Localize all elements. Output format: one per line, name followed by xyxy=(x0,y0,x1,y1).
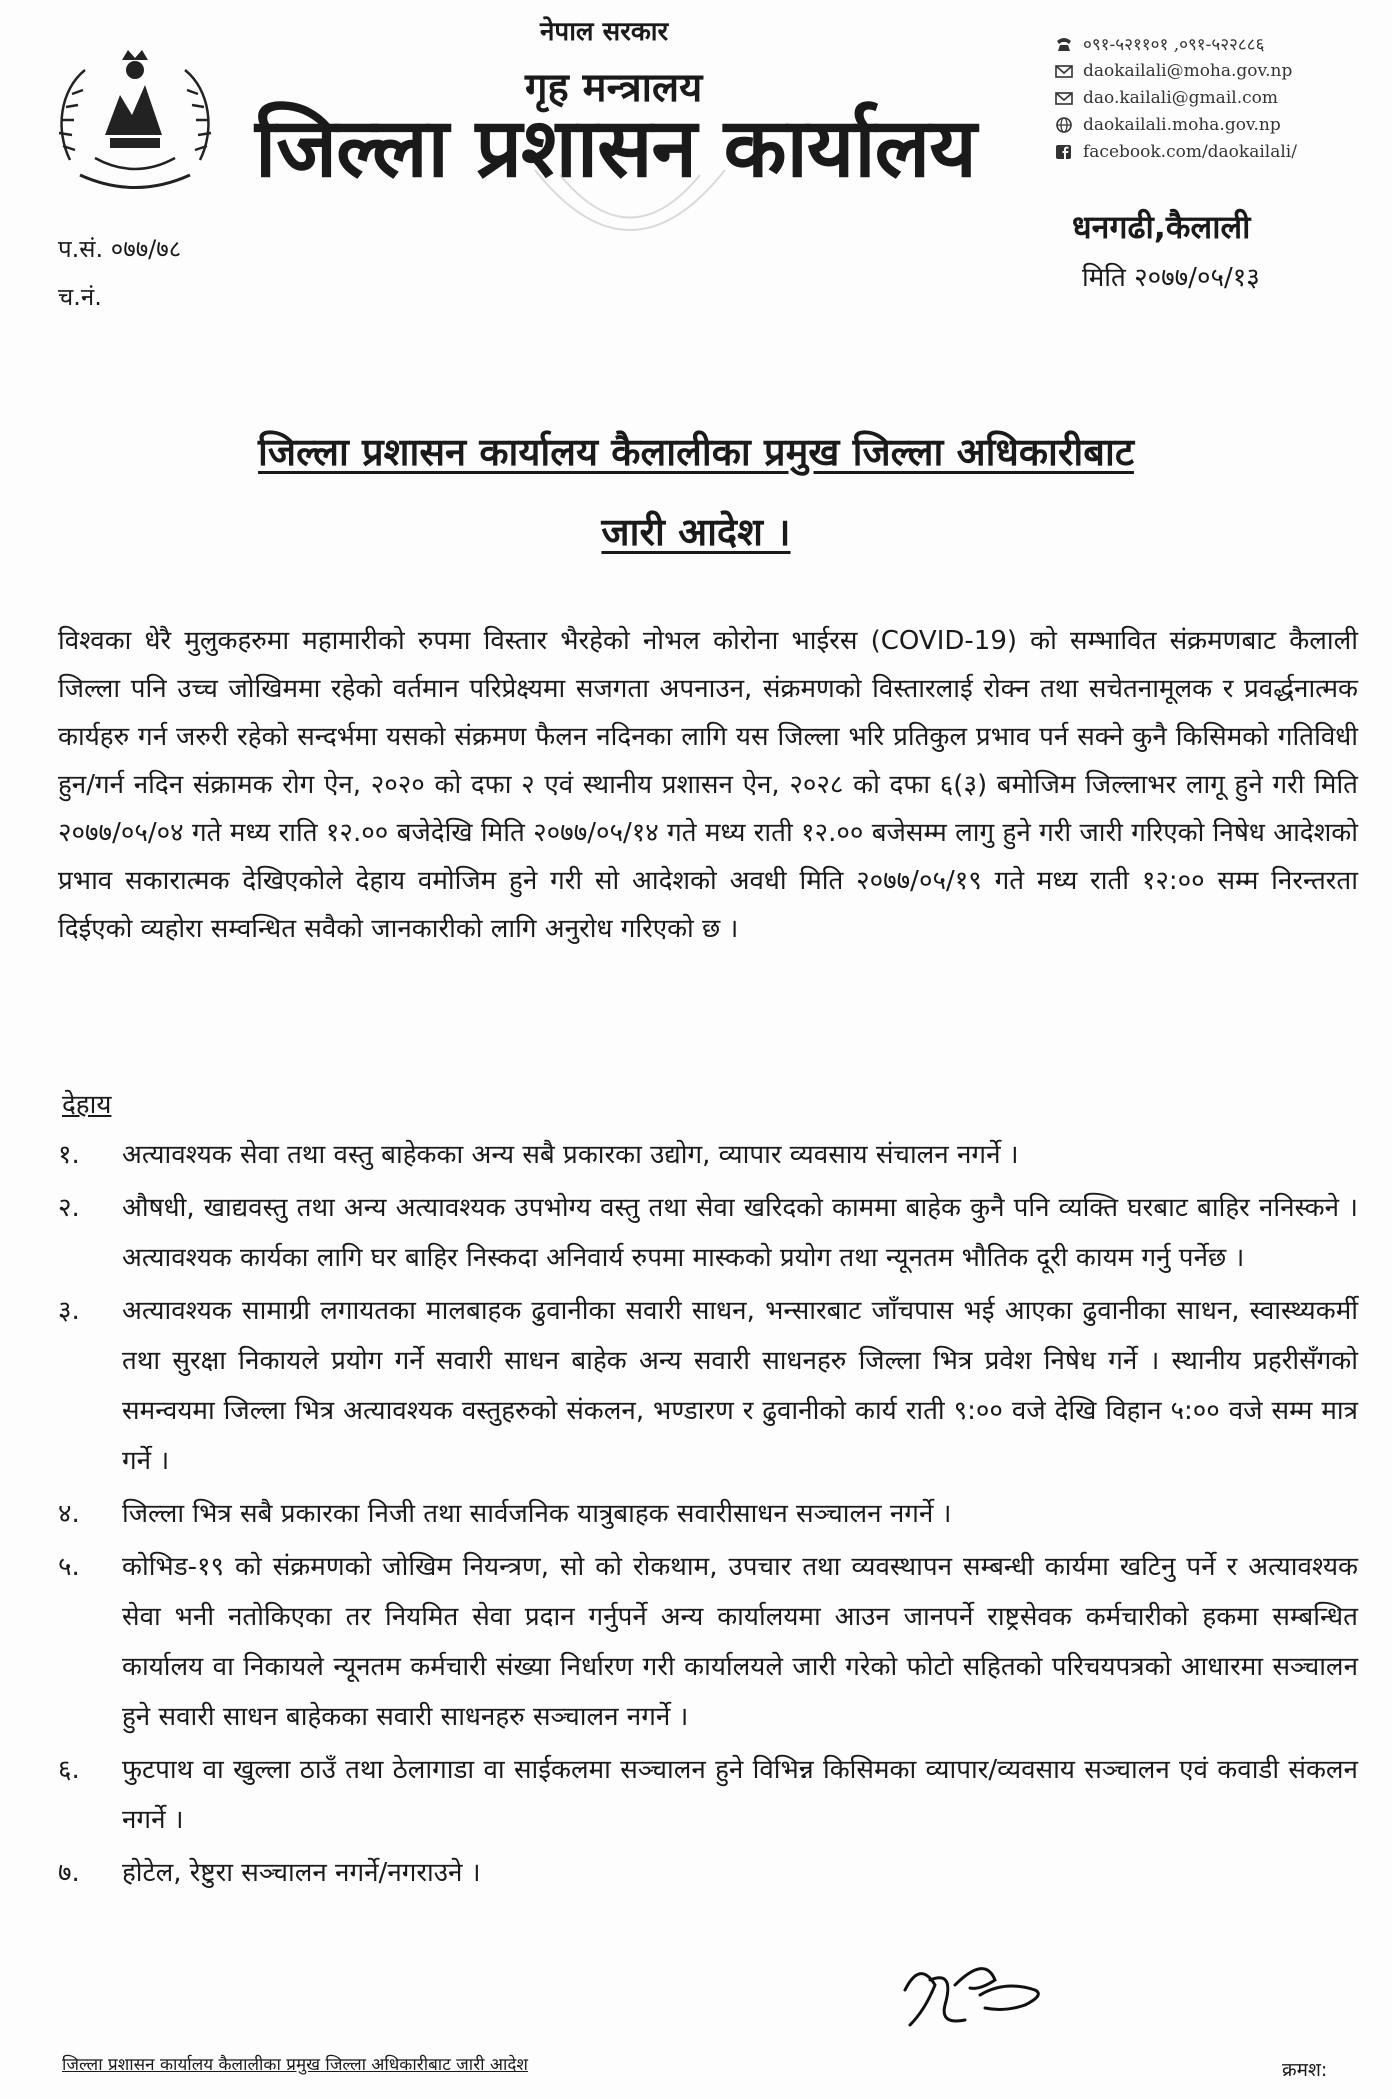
document-title-line-2: जारी आदेश । xyxy=(601,510,791,554)
orders-list xyxy=(58,1130,1358,1901)
order-item xyxy=(58,1848,1358,1898)
facebook-icon xyxy=(1055,144,1073,160)
order-text: कोभिड-१९ को संक्रमणको जोखिम नियन्त्रण, सो को रोकथाम, उपचार तथा व्यवस्थापन सम्बन्धी कार्यमा खटिनु पर्ने र अत्यावश्यक सेवा भनी नतोकिएका तर नियमित सेवा प्रदान गर्नुपर्ने अन्य कार्यालयमा आउन जानपर्ने राष्ट्रसेवक कर्मचारीको हकमा सम्बन्धित कार्यालय वा निकायले न्यूनतम कर्मचारी संख्या निर्धारण गरी कार्यालयले जारी गरेको फोटो सहितको परिचयपत्रको आधारमा सञ्चालन हुने सवारी साधन बाहेकका सवारी साधनहरु सञ्चालन नगर्ने । xyxy=(122,1552,1358,1732)
contact-website-text: daokailali.moha.gov.np xyxy=(1083,114,1281,135)
order-item xyxy=(58,1745,1358,1845)
order-item xyxy=(58,1183,1358,1283)
reference-block xyxy=(58,225,181,321)
ministry-name: गृह मन्त्रालय xyxy=(525,65,703,111)
order-item xyxy=(58,1286,1358,1486)
order-number: ७. xyxy=(58,1858,80,1888)
order-item xyxy=(58,1489,1358,1539)
email-icon xyxy=(1055,63,1073,79)
email-icon xyxy=(1055,90,1073,106)
section-label-dehay: देहाय xyxy=(62,1090,112,1120)
order-item xyxy=(58,1130,1358,1180)
contact-facebook xyxy=(1055,138,1385,165)
contact-email-2 xyxy=(1055,84,1385,111)
contact-email-1 xyxy=(1055,57,1385,84)
contact-email-2-text: dao.kailali@gmail.com xyxy=(1083,87,1278,108)
order-text: अत्यावश्यक सेवा तथा वस्तु बाहेकका अन्य सबै प्रकारका उद्योग, व्यापार व्यवसाय संचालन नगर्ने । xyxy=(122,1140,1019,1170)
footer-note: जिल्ला प्रशासन कार्यालय कैलालीका प्रमुख जिल्ला अधिकारीबाट जारी आदेश xyxy=(62,2055,528,2075)
contact-phone xyxy=(1055,30,1385,57)
order-text: होटेल, रेष्टुरा सञ्चालन नगर्ने/नगराउने । xyxy=(122,1858,481,1888)
order-number: ४. xyxy=(58,1499,80,1529)
intro-paragraph: विश्वका धेरै मुलुकहरुमा महामारीको रुपमा विस्तार भैरहेको नोभल कोरोना भाईरस (COVID-19) को सम्भावित संक्रमणबाट कैलाली जिल्ला पनि उच्च जोखिममा रहेको वर्तमान परिप्रेक्ष्यमा सजगता अपनाउन, संक्रमणको विस्तारलाई रोक्न तथा सचेतनामूलक र प्रवर्द्धनात्मक कार्यहरु गर्न जरुरी रहेको सन्दर्भमा यसको संक्रमण फैलन नदिनका लागि यस जिल्ला भरि प्रतिकुल प्रभाव पर्न सक्ने कुनै किसिमको गतिविधी हुन/गर्न नदिन संक्रामक रोग ऐन, २०२० को दफा २ एवं स्थानीय प्रशासन ऐन, २०२८ को दफा ६(३) बमोजिम जिल्लाभर लागू हुने गरी मिति २०७७/०५/०४ गते मध्य राति १२.०० बजेदेखि मिति २०७७/०५/१४ गते मध्य राती १२.०० बजेसम्म लागु हुने गरी जारी गरिएको निषेध आदेशको प्रभाव सकारात्मक देखिएकोले देहाय वमोजिम हुने गरी सो आदेशको अवधी मिति २०७७/०५/१९ गते मध्य राती १२:०० सम्म निरन्तरता दिईएको व्यहोरा सम्वन्धित सवैको जानकारीको लागि अनुरोध गरिएको छ । xyxy=(58,626,1358,944)
order-number: १. xyxy=(58,1140,80,1170)
contact-email-1-text: daokailali@moha.gov.np xyxy=(1083,60,1293,81)
order-text: जिल्ला भित्र सबै प्रकारका निजी तथा सार्वजनिक यात्रुबाहक सवारीसाधन सञ्चालन नगर्ने । xyxy=(122,1499,952,1529)
order-item xyxy=(58,1542,1358,1742)
signature-icon xyxy=(885,1950,1065,2040)
order-number: २. xyxy=(58,1193,80,1223)
office-location: धनगढी,कैलाली xyxy=(1072,208,1251,246)
reference-number: प.सं. ०७७/७८ xyxy=(58,235,182,263)
order-number: ६. xyxy=(58,1755,80,1785)
issue-date: मिति २०७७/०५/१३ xyxy=(1082,263,1260,293)
nepal-emblem-icon xyxy=(50,40,220,200)
phone-icon xyxy=(1055,36,1073,52)
government-name: नेपाल सरकार xyxy=(540,17,669,47)
order-text: औषधी, खाद्यवस्तु तथा अन्य अत्यावश्यक उपभोग्य वस्तु तथा सेवा खरिदको काममा बाहेक कुनै पनि व्यक्ति घरबाट बाहिर ननिस्कने । अत्यावश्यक कार्यका लागि घर बाहिर निस्कदा अनिवार्य रुपमा मास्कको प्रयोग तथा न्यूनतम भौतिक दूरी कायम गर्नु पर्नेछ । xyxy=(122,1193,1358,1273)
web-icon xyxy=(1055,117,1073,133)
contact-phone-text: ०९१-५२११०१ ,०९१-५२२८८६ xyxy=(1083,35,1265,55)
order-text: अत्यावश्यक सामाग्री लगायतका मालबाहक ढुवानीका सवारी साधन, भन्सारबाट जाँचपास भई आएका ढुवानीका साधन, स्वास्थ्यकर्मी तथा सुरक्षा निकायले प्रयोग गर्ने सवारी साधन बाहेक अन्य सवारी साधनहरु जिल्ला भित्र प्रवेश निषेध गर्ने । स्थानीय प्रहरीसँगको समन्वयमा जिल्ला भित्र अत्यावश्यक वस्तुहरुको संकलन, भण्डारण र ढुवानीको कार्य राती ९:०० वजे देखि विहान ५:०० वजे सम्म मात्र गर्ने । xyxy=(122,1296,1358,1476)
dispatch-number: च.नं. xyxy=(58,283,102,311)
office-name: जिल्ला प्रशासन कार्यालय xyxy=(255,101,976,196)
contact-facebook-text: facebook.com/daokailali/ xyxy=(1083,141,1297,162)
contact-website xyxy=(1055,111,1385,138)
continued-label: क्रमश: xyxy=(1282,2059,1328,2081)
order-number: ३. xyxy=(58,1296,80,1326)
contact-block xyxy=(1055,30,1385,165)
stamp-impression-icon xyxy=(520,160,740,270)
order-number: ५. xyxy=(58,1552,80,1582)
document-title-line-1: जिल्ला प्रशासन कार्यालय कैलालीका प्रमुख जिल्ला अधिकारीबाट xyxy=(258,430,1134,474)
order-text: फुटपाथ वा खुल्ला ठाउँ तथा ठेलागाडा वा साईकलमा सञ्चालन हुने विभिन्न किसिमका व्यापार/व्यवसाय सञ्चालन एवं कवाडी संकलन नगर्ने । xyxy=(122,1755,1358,1835)
